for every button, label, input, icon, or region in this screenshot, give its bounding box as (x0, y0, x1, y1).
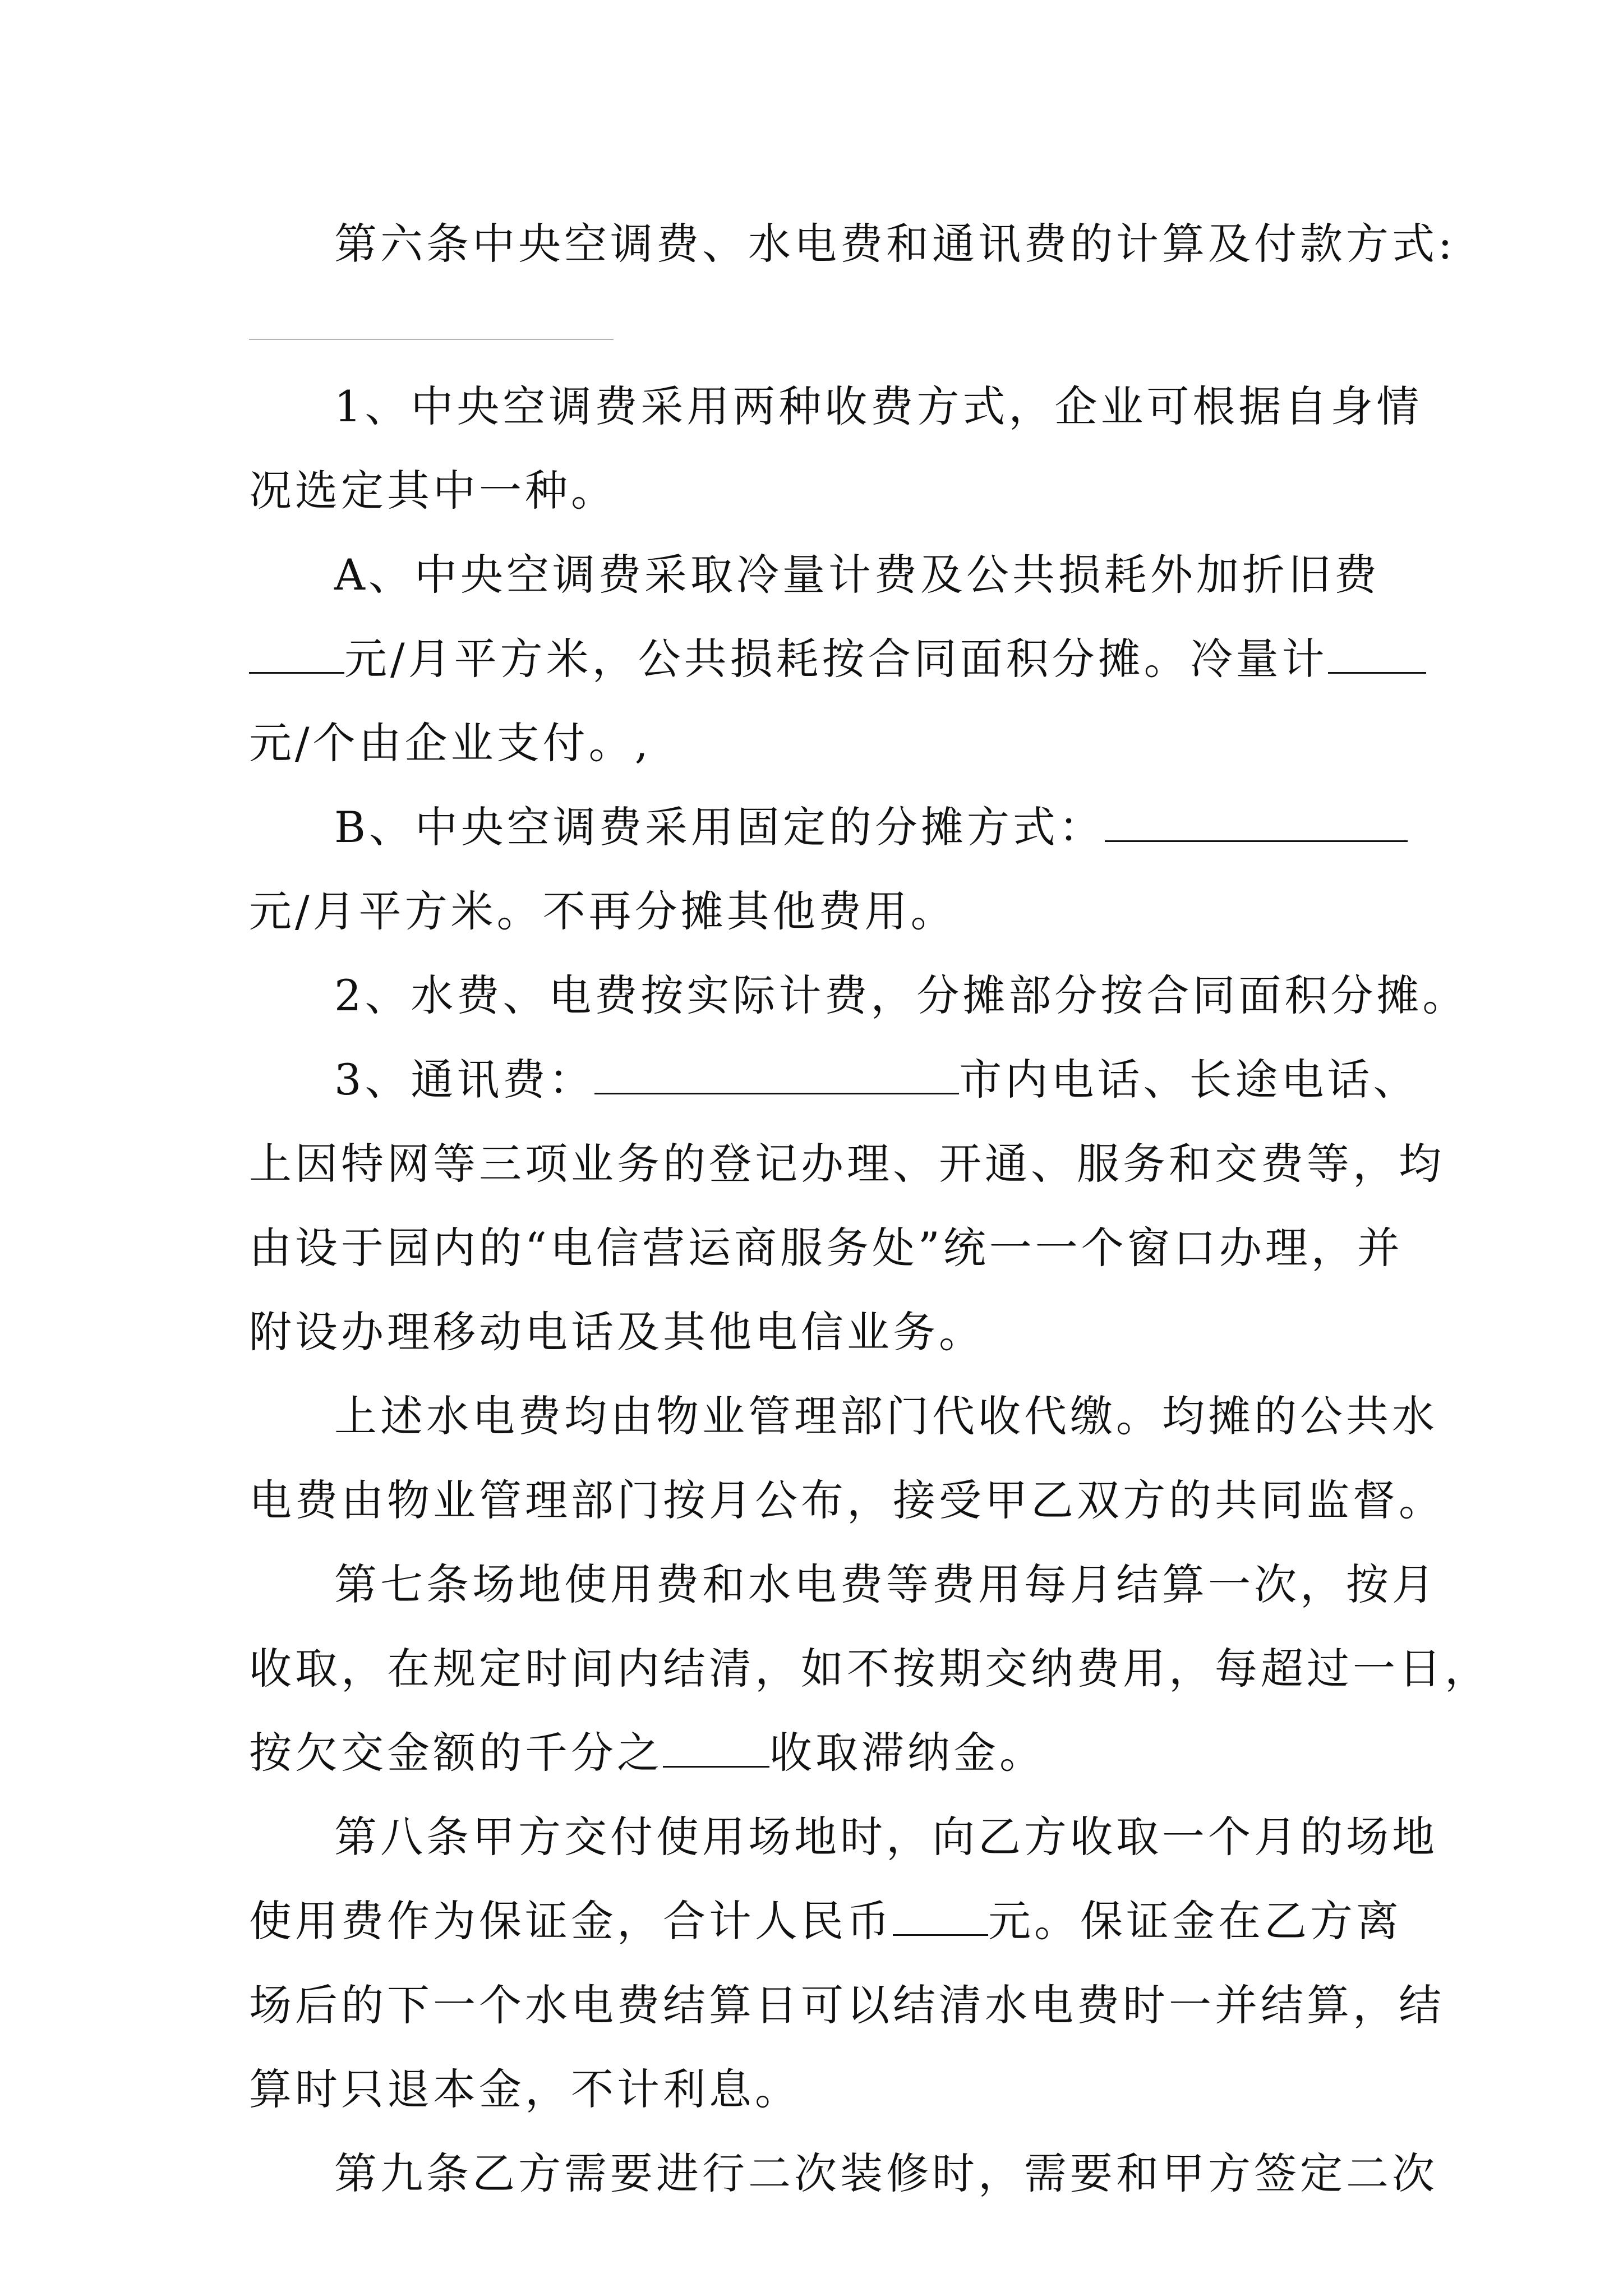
text-line: 元/月平方米，公共损耗按合同面积分摊。冷量计 (344, 634, 1328, 684)
text-line: 上述水电费均由物业管理部门代收代缴。均摊的公共水 (334, 1391, 1438, 1441)
fill-in-blank (893, 1895, 988, 1936)
text-line: 使用费作为保证金，合计人民币 (249, 1896, 893, 1946)
paragraph-line (249, 449, 1376, 533)
text-line: 收取，在规定时间内结清，如不按期交纳费用，每超过一日， (249, 1644, 1491, 1694)
text-line: 附设办理移动电话及其他电信业务。 (249, 1307, 985, 1357)
paragraph-line (249, 1374, 1438, 1458)
fill-in-blank (249, 633, 344, 674)
paragraph-line (249, 1711, 1376, 1795)
text-line: 算时只退本金，不计利息。 (249, 2064, 801, 2114)
text-line: 况选定其中一种。 (249, 466, 617, 516)
paragraph-line (249, 617, 1376, 701)
paragraph-line (249, 1795, 1438, 1879)
paragraph-line (249, 701, 1376, 785)
paragraph-line (249, 365, 1423, 449)
fill-in-blank (594, 1053, 959, 1094)
paragraph-line (249, 954, 1469, 1038)
text-line: 场后的下一个水电费结算日可以结清水电费时一并结算，结 (249, 1980, 1445, 2030)
paragraph-line (249, 785, 1376, 869)
paragraph-line (249, 1627, 1491, 1711)
text-line: 收取滞纳金。 (769, 1728, 1045, 1778)
text-line: A、中央空调费采取冷量计费及公共损耗外加折旧费 (334, 550, 1380, 600)
paragraph-line (249, 1290, 1376, 1374)
fill-in-blank (1328, 633, 1426, 674)
paragraph-line (249, 1038, 1419, 1122)
text-line: 市内电话、长途电话、 (959, 1055, 1419, 1105)
fill-in-blank (1105, 801, 1408, 842)
paragraph-line (249, 1458, 1445, 1543)
paragraph-line (249, 533, 1380, 617)
text-line: 元/月平方米。不再分摊其他费用。 (249, 886, 957, 936)
article-6-heading (249, 202, 1456, 286)
text-line: 按欠交金额的千分之 (249, 1728, 663, 1778)
paragraph-line (249, 1879, 1402, 1963)
paragraph-line (249, 1206, 1403, 1290)
paragraph-line (249, 869, 1376, 954)
text-line: 电费由物业管理部门按月公布，接受甲乙双方的共同监督。 (249, 1475, 1445, 1525)
text-line: 上因特网等三项业务的登记办理、开通、服务和交费等，均 (249, 1139, 1445, 1189)
text-line: B、中央空调费采用固定的分摊方式： (334, 802, 1105, 852)
text-line: 第九条乙方需要进行二次装修时，需要和甲方签定二次 (334, 2148, 1438, 2198)
text-line: 第六条中央空调费、水电费和通讯费的计算及付款方式: (334, 219, 1456, 269)
text-line: 1、中央空调费采用两种收费方式，企业可根据自身情 (334, 381, 1423, 431)
text-line: 第七条场地使用费和水电费等费用每月结算一次，按月 (334, 1559, 1438, 1609)
separator-line (249, 339, 614, 340)
text-line: 3、通讯费： (334, 1055, 595, 1105)
paragraph-line (249, 2132, 1438, 2216)
fill-in-blank (663, 1727, 769, 1768)
text-line: 第八条甲方交付使用场地时，向乙方收取一个月的场地 (334, 1812, 1438, 1862)
text-line: 元/个由企业支付。, (249, 718, 652, 768)
paragraph-line (249, 1963, 1445, 2047)
text-line: 元。保证金在乙方离 (988, 1896, 1402, 1946)
paragraph-line (249, 1122, 1445, 1206)
text-line: 由设于园内的“电信营运商服务处”统一一个窗口办理，并 (249, 1223, 1403, 1273)
paragraph-line (249, 1543, 1438, 1627)
paragraph-line (249, 2047, 1376, 2132)
text-line: 2、水费、电费按实际计费，分摊部分按合同面积分摊。 (334, 970, 1469, 1020)
